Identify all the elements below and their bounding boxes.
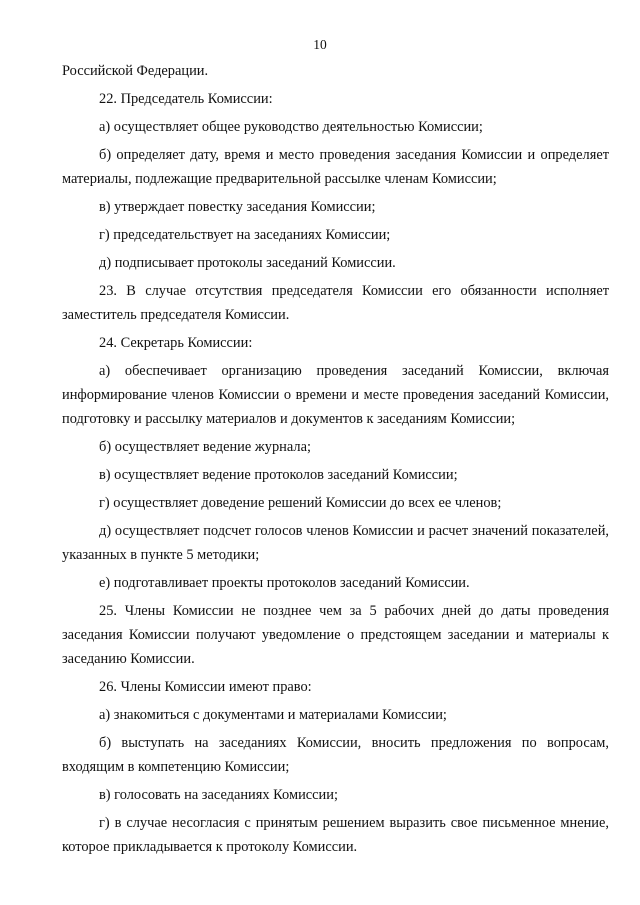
paragraph-26-v: в) голосовать на заседаниях Комиссии;: [99, 787, 338, 803]
paragraph-26-a: а) знакомиться с документами и материалами Комиссии;: [99, 707, 447, 723]
paragraph-item-25: 25. Члены Комиссии не позднее чем за 5 рабочих дней до даты проведения заседания Комиссии получают уведомление о предстоящем заседании и материалы к заседанию Комиссии.: [62, 603, 609, 667]
paragraph-24-b: б) осуществляет ведение журнала;: [99, 439, 311, 455]
paragraph-24-a: а) обеспечивает организацию проведения заседаний Комиссии, включая информирование членов Комиссии о времени и месте проведения заседаний Комиссии, подготовку и рассылку материалов и документов к заседаниям Комиссии;: [62, 363, 609, 427]
paragraph-22-d: д) подписывает протоколы заседаний Комиссии.: [99, 255, 396, 271]
page-number: 10: [313, 37, 327, 52]
paragraph-24-e: е) подготавливает проекты протоколов заседаний Комиссии.: [99, 575, 470, 591]
paragraph-24-d: д) осуществляет подсчет голосов членов Комиссии и расчет значений показателей, указанных в пункте 5 методики;: [62, 523, 609, 563]
paragraph-22-v: в) утверждает повестку заседания Комиссии;: [99, 199, 376, 215]
document-body: [62, 59, 609, 863]
paragraph-22-a: а) осуществляет общее руководство деятельностью Комиссии;: [99, 119, 483, 135]
paragraph-item-26: 26. Члены Комиссии имеют право:: [99, 679, 312, 695]
paragraph-item-23: 23. В случае отсутствия председателя Комиссии его обязанности исполняет заместитель председателя Комиссии.: [62, 283, 609, 323]
paragraph-26-g: г) в случае несогласия с принятым решением выразить свое письменное мнение, которое прикладывается к протоколу Комиссии.: [62, 815, 609, 855]
paragraph-24-g: г) осуществляет доведение решений Комиссии до всех ее членов;: [99, 495, 502, 511]
paragraph-26-b: б) выступать на заседаниях Комиссии, вносить предложения по вопросам, входящим в компетенцию Комиссии;: [62, 735, 609, 775]
paragraph-22-g: г) председательствует на заседаниях Комиссии;: [99, 227, 391, 243]
paragraph-22-b: б) определяет дату, время и место проведения заседания Комиссии и определяет материалы, подлежащие предварительной рассылке членам Комиссии;: [62, 147, 609, 187]
paragraph-continuation: Российской Федерации.: [62, 63, 209, 79]
paragraph-item-24: 24. Секретарь Комиссии:: [99, 335, 253, 351]
paragraph-24-v: в) осуществляет ведение протоколов заседаний Комиссии;: [99, 467, 458, 483]
paragraph-item-22: 22. Председатель Комиссии:: [99, 91, 273, 107]
